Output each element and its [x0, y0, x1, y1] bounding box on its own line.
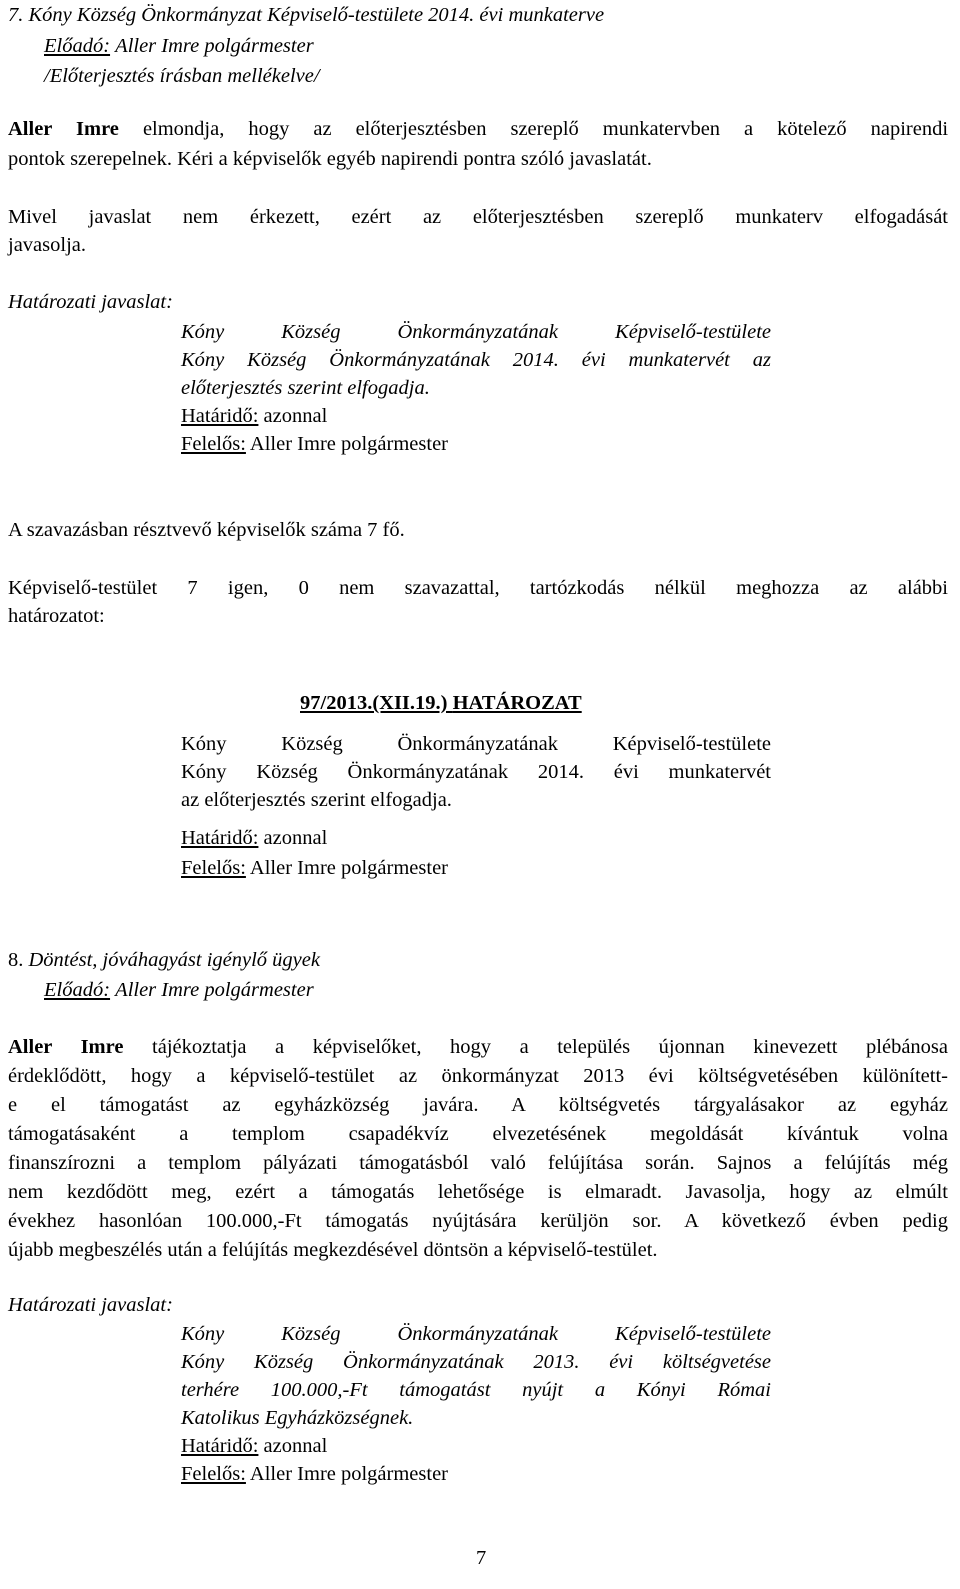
responsible-value: Aller Imre polgármester: [249, 433, 449, 455]
item-8-presenter: [44, 977, 314, 1004]
responsible-line: [181, 1461, 448, 1488]
paragraph-line: javasolja.: [8, 234, 86, 256]
paragraph-line: Aller Imre tájékoztatja a képviselőket, hogy a település újonnan kinevezett plébánosa: [8, 1036, 949, 1058]
proposal-line: Kóny Község Önkormányzatának Képviselő-testülete: [181, 1323, 771, 1345]
item-7-number: 7.: [8, 4, 24, 26]
page-number: 7: [476, 1547, 487, 1569]
paragraph-line: támogatásaként a templom csapadékvíz elvezetésének megoldását kívántuk volna: [8, 1123, 948, 1145]
item-8-number: 8.: [8, 949, 24, 971]
deadline-value: azonnal: [263, 405, 328, 427]
responsible-value: Aller Imre polgármester: [249, 857, 449, 879]
deadline-line: [181, 825, 327, 852]
responsible-value: Aller Imre polgármester: [249, 1463, 449, 1485]
item-7-title: Kóny Község Önkormányzat Képviselő-testülete 2014. évi munkaterve: [28, 4, 605, 26]
resolution-label: HATÁROZAT: [452, 692, 582, 714]
responsible-label: Felelős:: [181, 433, 246, 455]
paragraph-line: e el támogatást az egyházközség javára. A költségvetés tárgyalásakor az egyház: [8, 1094, 948, 1116]
resolution-line: az előterjesztés szerint elfogadja.: [181, 789, 452, 811]
paragraph-line: Aller Imre elmondja, hogy az előterjesztésben szereplő munkatervben a kötelező napirendi: [8, 118, 949, 140]
proposal-line: terhére 100.000,-Ft támogatást nyújt a Kónyi Római: [181, 1379, 771, 1401]
responsible-line: [181, 431, 448, 458]
proposal-line: Kóny Község Önkormányzatának Képviselő-testülete: [181, 321, 771, 343]
deadline-line: [181, 403, 327, 430]
paragraph-line: finanszírozni a templom pályázati támogatásból való felújítása során. Sajnos a felújítás még: [8, 1152, 948, 1174]
presenter-name: Aller Imre polgármester: [115, 979, 314, 1001]
paragraph-line: évekhez hasonlóan 100.000,-Ft támogatás nyújtására kerüljön sor. A következő évben pedig: [8, 1210, 948, 1232]
attachment-note: /Előterjesztés írásban mellékelve/: [44, 65, 320, 87]
proposal-heading: Határozati javaslat:: [8, 1294, 173, 1316]
vote-result-line: Képviselő-testület 7 igen, 0 nem szavazattal, tartózkodás nélkül meghozza az alábbi: [8, 577, 948, 599]
item-7-presenter: [44, 33, 314, 60]
presenter-label: Előadó:: [44, 979, 111, 1001]
proposal-line: Kóny Község Önkormányzatának 2014. évi munkatervét az: [181, 349, 771, 371]
resolution-line: Kóny Község Önkormányzatának Képviselő-testülete: [181, 733, 771, 755]
speaker-name: Aller Imre: [8, 1036, 124, 1058]
paragraph-line: nem kezdődött meg, ezért a támogatás lehetősége is elmaradt. Javasolja, hogy az elmúlt: [8, 1181, 948, 1203]
proposal-line: Katolikus Egyházközségnek.: [181, 1407, 414, 1429]
deadline-value: azonnal: [263, 1435, 328, 1457]
proposal-line: előterjesztés szerint elfogadja.: [181, 377, 430, 399]
resolution-line: Kóny Község Önkormányzatának 2014. évi munkatervét: [181, 761, 771, 783]
paragraph-line: újabb megbeszélés után a felújítás megkezdésével döntsön a képviselő-testület.: [8, 1239, 658, 1261]
resolution-title: [300, 690, 582, 717]
responsible-line: [181, 855, 448, 882]
proposal-heading: Határozati javaslat:: [8, 291, 173, 313]
deadline-label: Határidő:: [181, 1435, 259, 1457]
proposal-line: Kóny Község Önkormányzatának 2013. évi költségvetése: [181, 1351, 771, 1373]
item-8-title: Döntést, jóváhagyást igénylő ügyek: [28, 949, 320, 971]
item-8-heading: [8, 947, 320, 974]
speaker-name: Aller Imre: [8, 118, 119, 140]
deadline-label: Határidő:: [181, 405, 259, 427]
responsible-label: Felelős:: [181, 857, 246, 879]
vote-result-line: határozatot:: [8, 605, 105, 627]
deadline-value: azonnal: [263, 827, 328, 849]
responsible-label: Felelős:: [181, 1463, 246, 1485]
presenter-label: Előadó:: [44, 35, 111, 57]
deadline-label: Határidő:: [181, 827, 259, 849]
paragraph-line: Mivel javaslat nem érkezett, ezért az előterjesztésben szereplő munkaterv elfogadását: [8, 206, 948, 228]
paragraph-line: érdeklődött, hogy a képviselő-testület az önkormányzat 2013 évi költségvetésében különített-: [8, 1065, 948, 1087]
item-7-heading: [8, 2, 604, 29]
deadline-line: [181, 1433, 327, 1460]
resolution-number: 97/2013.(XII.19.): [300, 692, 448, 714]
presenter-name: Aller Imre polgármester: [115, 35, 314, 57]
vote-count: A szavazásban résztvevő képviselők száma 7 fő.: [8, 519, 405, 541]
paragraph-line: pontok szerepelnek. Kéri a képviselők egyéb napirendi pontra szóló javaslatát.: [8, 148, 652, 170]
